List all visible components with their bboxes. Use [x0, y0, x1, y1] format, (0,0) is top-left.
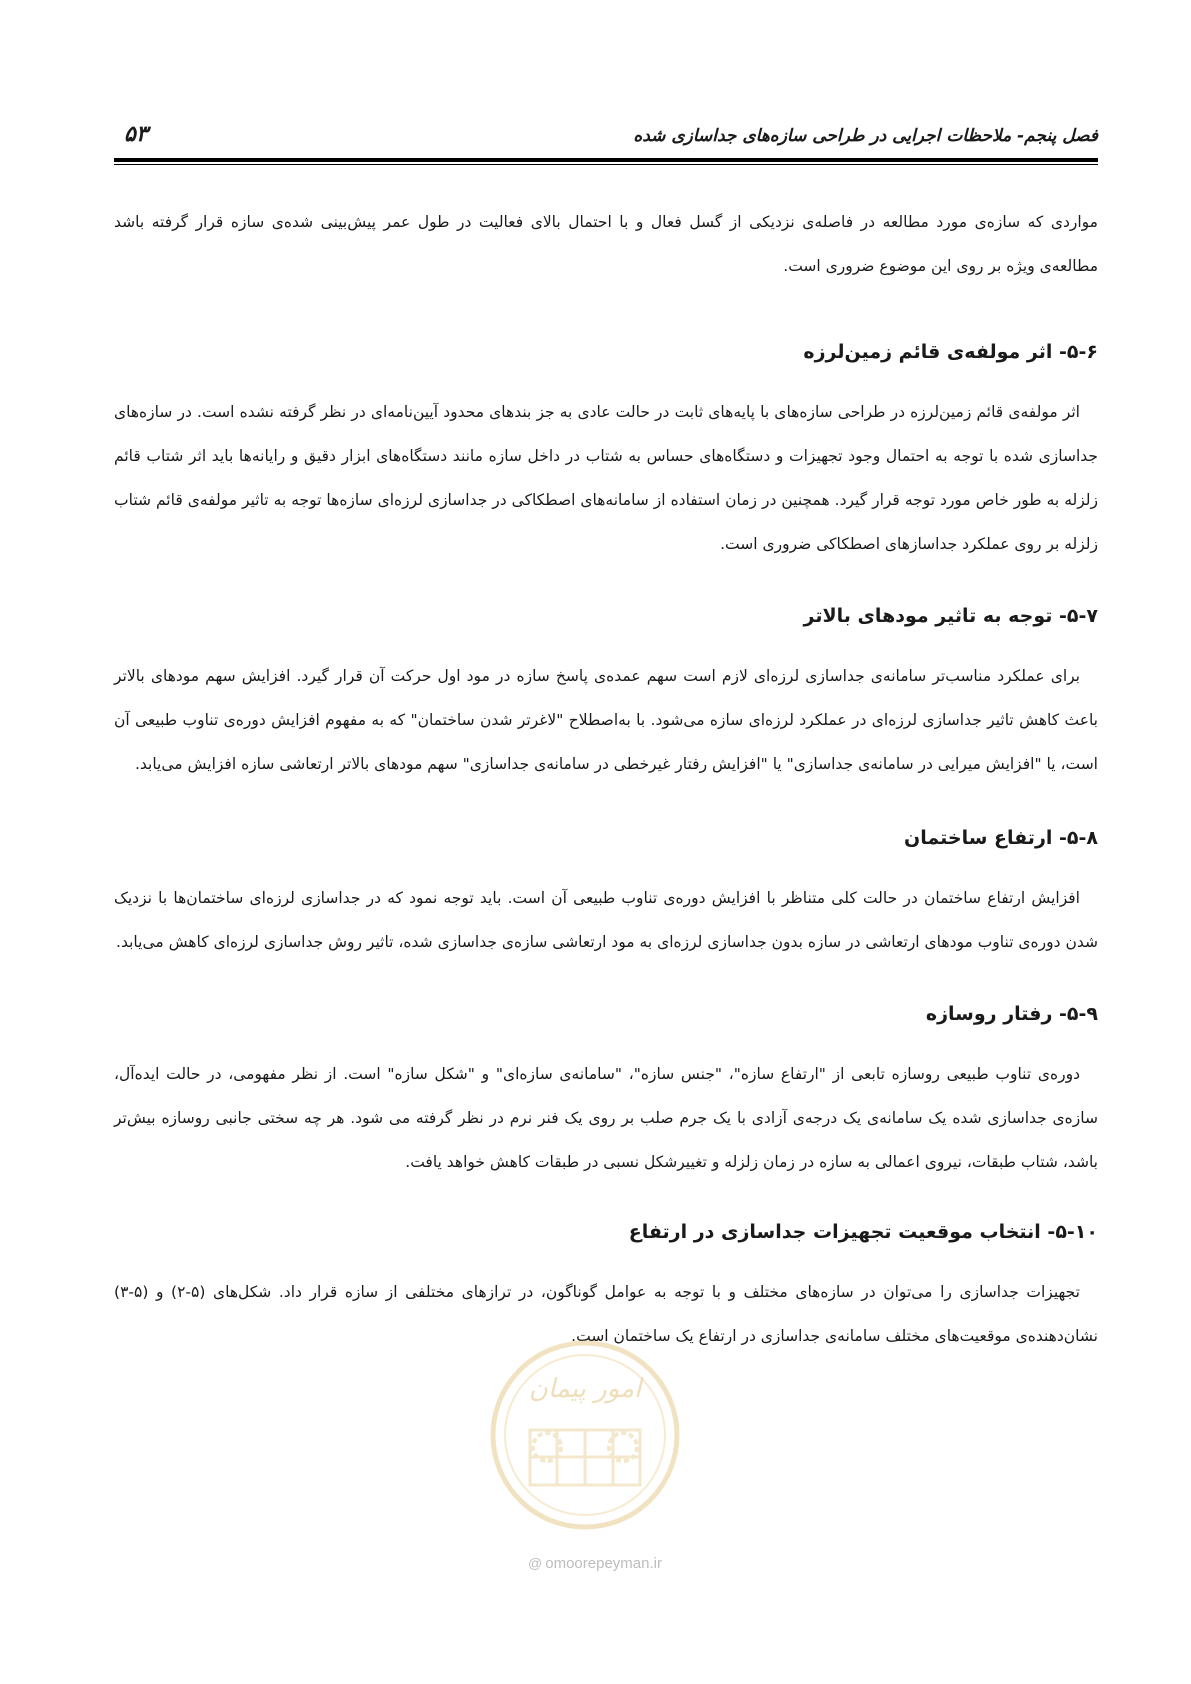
section-5-6-paragraph: اثر مولفه‌ی قائم زمین‌لرزه در طراحی سازه‌های با پایه‌های ثابت در حالت عادی به جز بندهای محدود آیین‌نامه‌ای در نظر گرفته نشده است. در سازه‌های جداسازی شده با توجه به احتمال وجود تجهیزات و دستگاه‌های حساس به شتاب در داخل سازه مانند دستگاه‌های ابزار دقیق و رایانه‌ها باید اثر شتاب قائم زلزله به طور خاص مورد توجه قرار گیرد. همچنین در زمان استفاده از سامانه‌های اصطکاکی در جداسازی لرزه‌ای سازه‌ها توجه به تاثیر مولفه‌ی قائم شتاب زلزله بر روی عملکرد جداسازهای اصطکاکی ضروری است. — [114, 403, 1098, 553]
page-header — [114, 118, 1098, 158]
watermark-url — [500, 1555, 690, 1572]
watermark-logo — [485, 1335, 685, 1535]
section-5-10-paragraph: تجهیزات جداسازی را می‌توان در سازه‌های مختلف و با توجه به عوامل گوناگون، در ترازهای مختلفی از سازه قرار داد. شکل‌های (۵-۲) و (۵-۳) نشان‌دهنده‌ی موقعیت‌های مختلف سامانه‌ی جداسازی در ارتفاع یک ساختمان است. — [114, 1283, 1098, 1345]
section-5-8-paragraph: افزایش ارتفاع ساختمان در حالت کلی متناظر با افزایش دوره‌ی تناوب طبیعی آن است. باید توجه نمود که در جداسازی لرزه‌ای ساختمان‌ها با نزدیک شدن دوره‌ی تناوب مودهای ارتعاشی در سازه بدون جداسازی لرزه‌ای به مود ارتعاشی سازه‌ی جداسازی شده، تاثیر روش جداسازی لرزه‌ای کاهش می‌یابد. — [114, 889, 1098, 951]
watermark-logo-text: امور پیمان — [528, 1374, 642, 1404]
watermark-url-text: omoorepeyman.ir — [545, 1555, 662, 1572]
section-5-7-paragraph: برای عملکرد مناسب‌تر سامانه‌ی جداسازی لرزه‌ای لازم است سهم عمده‌ی پاسخ سازه در مود اول حرکت آن قرار گیرد. افزایش سهم مودهای بالاتر باعث کاهش تاثیر جداسازی لرزه‌ای در عملکرد لرزه‌ای سازه می‌شود. با به‌اصطلاح "لاغرتر شدن ساختمان" که به مفهوم افزایش دوره‌ی تناوب طبیعی آن است، یا "افزایش میرایی در سامانه‌ی جداسازی" یا "افزایش رفتار غیرخطی در سامانه‌ی جداسازی" سهم مودهای بالاتر ارتعاشی سازه افزایش می‌یابد. — [114, 667, 1098, 773]
section-heading-5-10: ۵-۱۰- انتخاب موقعیت تجهیزات جداسازی در ارتفاع — [628, 1221, 1098, 1243]
section-heading-5-7: ۵-۷- توجه به تاثیر مودهای بالاتر — [803, 605, 1098, 627]
intro-paragraph: مواردی که سازه‌ی مورد مطالعه در فاصله‌ی نزدیکی از گسل فعال و با احتمال بالای فعالیت در طول عمر پیش‌بینی شده‌ی سازه قرار گرفته باشد مطالعه‌ی ویژه بر روی این موضوع ضروری است. — [114, 213, 1098, 275]
section-heading-5-8: ۵-۸- ارتفاع ساختمان — [904, 827, 1098, 849]
section-heading-5-6: ۵-۶- اثر مولفه‌ی قائم زمین‌لرزه — [803, 341, 1098, 363]
header-rule-thin — [114, 164, 1098, 165]
page-content — [114, 200, 1098, 1358]
section-5-9-paragraph: دوره‌ی تناوب طبیعی روسازه تابعی از "ارتفاع سازه"، "جنس سازه"، "سامانه‌ی سازه‌ای" و "شکل سازه" است. از نظر مفهومی، در حالت ایده‌آل، سازه‌ی جداسازی شده یک سامانه‌ی یک درجه‌ی آزادی با یک جرم صلب بر روی یک فنر نرم در نظر گرفته می شود. هر چه سختی جانبی روسازه بیش‌تر باشد، شتاب طبقات، نیروی اعمالی به سازه در زمان زلزله و تغییرشکل نسبی در طبقات کاهش خواهد یافت. — [114, 1065, 1098, 1171]
at-icon: @ — [528, 1555, 543, 1571]
section-heading-5-9: ۵-۹- رفتار روسازه — [925, 1003, 1098, 1025]
chapter-title: فصل پنجم- ملاحظات اجرایی در طراحی سازه‌های جداسازی شده — [633, 126, 1098, 146]
header-rule — [114, 158, 1098, 162]
page-number: ۵۳ — [124, 122, 148, 147]
